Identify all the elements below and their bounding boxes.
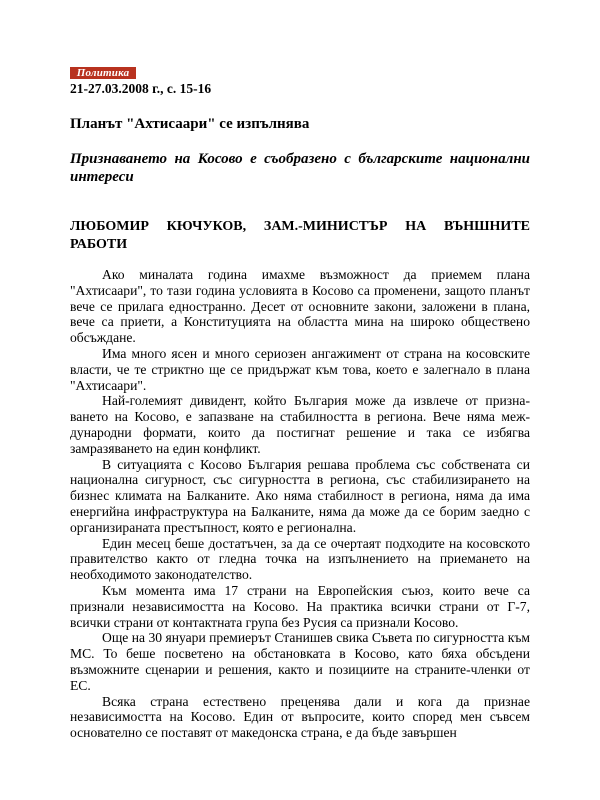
- paragraph: Има много ясен и много сериозен ангажимент от страна на косовските власти, че те стриктно ще се придържат към това, което е залегнало в плана "Ахтисаари".: [70, 345, 530, 393]
- paragraph: Най-големият дивидент, който България може да извлече от признаването на Косово, е запазване на стабилността в региона. Вече няма международни формати, които да постигнат решение и така се избягва замразяването на един конфликт.: [70, 393, 530, 456]
- article-subtitle: Признаването на Косово е съобразено с българските национални интереси: [70, 151, 530, 185]
- article-body: [70, 267, 530, 741]
- paragraph: Един месец беше достатъчен, за да се очертаят подходите на косовското правителство както от гледна точка на изпълнението на приемането на необходимото законодателство.: [70, 535, 530, 583]
- newspaper-logo: Политика: [70, 67, 136, 79]
- paragraph: Към момента има 17 страни на Европейския съюз, които вече са признали независимостта на Косово. На практика всички страни от Г-7, всички страни от контактната група без Русия са признали Косово.: [70, 582, 530, 630]
- publication-date: 21-27.03.2008 г., с. 15-16: [70, 81, 212, 96]
- article-author: ЛЮБОМИР КЮЧУКОВ, ЗАМ.-МИНИСТЪР НА ВЪНШНИТЕ РАБОТИ: [70, 219, 530, 252]
- paragraph: Ако миналата година имахме възможност да приемем плана "Ахтисаари", то тази година условията в Косово са променени, защото планът вече се прилага едностранно. Десет от основните закони, заложени в плана, вече са приети, а Конституцията на областта мина на широко обществено обсъждане.: [70, 267, 530, 346]
- article-title: Планът "Ахтисаари" се изпълнява: [70, 116, 310, 132]
- paragraph: Още на 30 януари премиерът Станишев свика Съвета по сигурността към МС. То беше посветено на обстановката в Косово, като бяха обсъдени възможните сценарии и решения, както и позициите на страните-членки от ЕС.: [70, 630, 530, 693]
- paragraph: В ситуацията с Косово България решава проблема със собствената си национална сигурност, със сигурността в региона, със стабилизирането на бизнес климата на Балканите. Ако няма стабилност в региона, няма да има енергийна инфраструктура на Балканите, няма да може да се борим заедно с организираната престъпност, която е регионална.: [70, 456, 530, 535]
- paragraph: Всяка страна естествено преценява дали и кога да признае независимостта на Косово. Един от въпросите, които според мен съвсем основателно се поставят от македонска страна, е да бъде завършен: [70, 693, 530, 741]
